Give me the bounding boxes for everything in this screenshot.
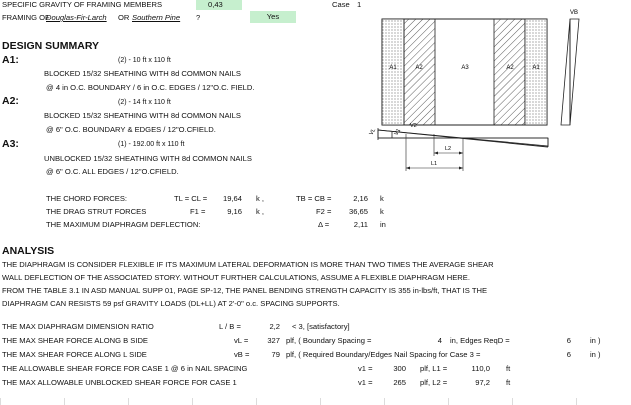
a3-size: (1) - 192.00 ft x 110 ft: [118, 141, 185, 148]
a1-right-region: [525, 19, 547, 125]
shear-diagram: [369, 123, 548, 171]
chord-forces-symbol-b: TB = CB =: [296, 194, 332, 203]
max-deflection-value: 2,11: [353, 220, 368, 229]
diagram-label-a1-right: A1: [532, 65, 540, 71]
a1-size: (2) - 10 ft x 110 ft: [118, 57, 171, 64]
framing-answer-input[interactable]: Yes: [250, 11, 296, 23]
drag-strut-symbol: F1 =: [190, 207, 206, 216]
allowable-shear-value: 300: [393, 364, 406, 373]
diaphragm-diagram: [370, 8, 592, 193]
diagram-label-a2-right: A2: [506, 65, 514, 71]
framing-prefix: FRAMING OF: [2, 13, 50, 22]
a2-left-region: [404, 19, 435, 125]
shear-b-symbol: vL =: [234, 336, 249, 345]
design-summary-title: DESIGN SUMMARY: [2, 40, 100, 52]
shear-l-label: THE MAX SHEAR FORCE ALONG L SIDE: [2, 350, 147, 359]
unblocked-shear-label: THE MAX ALLOWABLE UNBLOCKED SHEAR FORCE FOR CASE 1: [2, 378, 237, 387]
drag-strut-unit-2: k: [380, 207, 384, 216]
plan-view: [382, 19, 547, 125]
analysis-paragraph-line4: DIAPHRAGM CAN RESISTS 59 psf GRAVITY LOADS (DL+LL) AT 2'-0" o.c. SPACING SUPPORTS.: [2, 299, 340, 308]
framing-option-douglas-fir: Douglas-Fir-Larch: [46, 13, 107, 22]
shear-l-symbol: vB =: [234, 350, 250, 359]
diagram-label-vl: VL: [368, 127, 378, 137]
boundary-spacing-value: 4: [437, 336, 442, 345]
chord-forces-unit: k ,: [256, 194, 265, 203]
a2-line1: BLOCKED 15/32 SHEATHING WITH 8d COMMON NAILS: [44, 111, 241, 120]
chord-forces-value: 19,64: [222, 194, 242, 203]
drag-strut-unit: k ,: [256, 207, 265, 216]
chord-forces-unit-b: k: [380, 194, 384, 203]
case-label: Case: [332, 0, 350, 9]
framing-or: OR: [118, 13, 130, 22]
case3-spacing-value: 6: [566, 350, 571, 359]
diagram-label-a1-left: A1: [389, 65, 397, 71]
allowable-shear-l1-label: plf, L1 =: [420, 364, 448, 373]
drag-strut-value-2: 36,65: [348, 207, 368, 216]
analysis-title: ANALYSIS: [2, 245, 55, 257]
sheet-grid-edge: [0, 398, 631, 405]
ratio-value: 2,2: [269, 322, 280, 331]
unblocked-shear-value: 265: [393, 378, 406, 387]
max-deflection-label: THE MAXIMUM DIAPHRAGM DEFLECTION:: [46, 220, 201, 229]
case3-spacing-unit: in ): [590, 350, 601, 359]
unblocked-shear-l2-value: 97,2: [475, 378, 490, 387]
a1-label: A1:: [2, 54, 19, 66]
analysis-paragraph-line2: WALL DEFLECTION OF THE ASSOCIATED STORY. WITHOUT FURTHER CALCULATIONS, ASSUME A FLEXIBLE DIAPHRAGM HERE.: [2, 273, 470, 282]
ratio-note: < 3, [satisfactory]: [292, 322, 350, 331]
allowable-shear-label: THE ALLOWABLE SHEAR FORCE FOR CASE 1 @ 6 in NAIL SPACING: [2, 364, 248, 373]
edges-reqd-label: in, Edges ReqD =: [450, 336, 510, 345]
drag-strut-value: 9,16: [227, 207, 242, 216]
allowable-shear-l1-unit: ft: [506, 364, 511, 373]
a2-label: A2:: [2, 95, 19, 107]
diagram-label-l2: L2: [444, 146, 452, 152]
a2-size: (2) - 14 ft x 110 ft: [118, 99, 171, 106]
diagram-label-l1: L1: [430, 161, 438, 167]
a1-line2: @ 4 in O.C. BOUNDARY / 6 in O.C. EDGES / 12"O.C. FIELD.: [46, 83, 255, 92]
a3-line1: UNBLOCKED 15/32 SHEATHING WITH 8d COMMON NAILS: [44, 154, 252, 163]
a3-label: A3:: [2, 138, 19, 150]
ratio-symbol: L / B =: [219, 322, 241, 331]
unblocked-shear-symbol: v1 =: [358, 378, 373, 387]
unblocked-shear-l2-label: plf, L2 =: [420, 378, 448, 387]
framing-question-mark: ?: [196, 13, 201, 22]
shear-l-value: 79: [271, 350, 280, 359]
allowable-shear-l1-value: 110,0: [471, 364, 490, 373]
chord-forces-symbol: TL = CL =: [174, 194, 208, 203]
chord-forces-label: THE CHORD FORCES:: [46, 194, 128, 203]
edges-reqd-value: 6: [566, 336, 571, 345]
diagram-label-vb: VB: [570, 10, 579, 16]
unblocked-shear-l2-unit: ft: [506, 378, 511, 387]
case-value: 1: [357, 0, 362, 9]
edges-reqd-unit: in ): [590, 336, 601, 345]
shear-b-value: 327: [267, 336, 280, 345]
shear-b-note: plf, ( Boundary Spacing =: [286, 336, 372, 345]
ratio-label: THE MAX DIAPHRAGM DIMENSION RATIO: [2, 322, 154, 331]
framing-option-southern-pine: Southern Pine: [132, 13, 181, 22]
diagram-label-v1: V1: [393, 127, 403, 137]
drag-strut-label: THE DRAG STRUT FORCES: [46, 207, 147, 216]
vb-load-diagram: [561, 10, 579, 125]
drag-strut-symbol-2: F2 =: [316, 207, 332, 216]
a1-line1: BLOCKED 15/32 SHEATHING WITH 8d COMMON NAILS: [44, 69, 241, 78]
a3-line2: @ 6" O.C. ALL EDGES / 12"O.CFIELD.: [46, 167, 179, 176]
shear-l-note: plf, ( Required Boundary/Edges Nail Spacing for Case 3 =: [286, 350, 481, 359]
max-deflection-unit: in: [380, 220, 386, 229]
diagram-label-a3: A3: [461, 65, 469, 71]
analysis-paragraph-line3: FROM THE TABLE 3.1 IN ASD MANUAL SUPP 01, PAGE SP-12, THE PANEL BENDING STRENGTH CAPACITY IS 355 in-lbs/ft, THAT IS THE: [2, 286, 488, 295]
chord-forces-value-b: 2,16: [353, 194, 368, 203]
a2-line2: @ 6" O.C. BOUNDARY & EDGES / 12"O.CFIELD.: [46, 125, 216, 134]
diagram-label-a2-left: A2: [415, 65, 423, 71]
shear-b-label: THE MAX SHEAR FORCE ALONG B SIDE: [2, 336, 148, 345]
diagram-label-v2: V2: [410, 123, 417, 129]
allowable-shear-symbol: v1 =: [358, 364, 373, 373]
analysis-paragraph-line1: THE DIAPHRAGM IS CONSIDER FLEXIBLE IF ITS MAXIMUM LATERAL DEFORMATION IS MORE THAN TWO TIMES THE AVERAGE SHEAR: [2, 260, 494, 269]
a2-right-region: [494, 19, 525, 125]
a1-left-region: [382, 19, 404, 125]
specific-gravity-input[interactable]: 0,43: [196, 0, 242, 10]
max-deflection-symbol: Δ =: [318, 220, 330, 229]
specific-gravity-label: SPECIFIC GRAVITY OF FRAMING MEMBERS: [2, 0, 163, 9]
